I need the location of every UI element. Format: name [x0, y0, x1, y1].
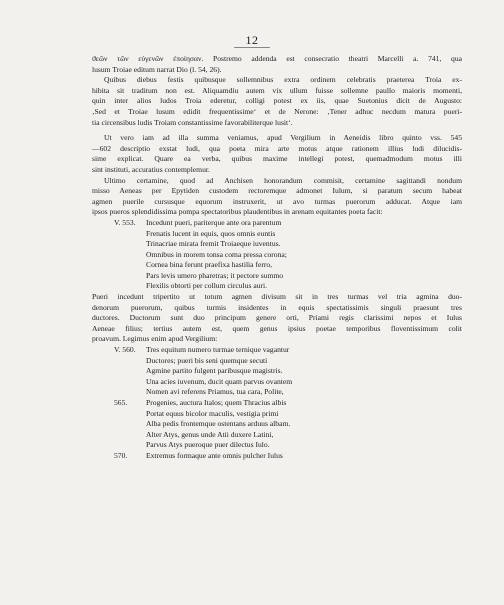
text-line: —602 descriptio exstat ludi, qua poeta mira arte motus atque rationem illius ludi dilucidis- — [92, 143, 462, 153]
verse-line — [92, 377, 462, 388]
page-number: 12 — [245, 33, 259, 47]
text-line: Ut vero iam ad illa summa veniamus, apud Vergilium in Aeneidis libro quinto vss. 545 — [104, 133, 462, 143]
text-line: ipsos pueros splendidissima pompa spectatoribus plaudentibus in arenam equitantes poeta facit: — [92, 207, 383, 217]
text-line: ‚Sed et Troiae lusum edidit frequentissime‘ et de Nerone: ‚Tener adhuc necdum matura pueri- — [92, 106, 462, 116]
paragraph-1 — [92, 54, 462, 128]
verse-line — [92, 356, 462, 367]
verse-text: Agmine partito fulgent paribusque magistris. — [146, 366, 283, 376]
verse-text: Incedunt pueri, pariterque ante ora parentum — [146, 217, 282, 227]
verse-number: V. 553. — [114, 217, 136, 227]
verse-line — [92, 218, 462, 229]
verse-text: Portat equus bicolor maculis, vestigia primi — [146, 408, 279, 418]
paragraph-4 — [92, 292, 462, 345]
verse-text: Omnibus in morem tonsa coma pressa corona; — [146, 249, 287, 259]
body-text — [92, 54, 462, 462]
verse-line — [92, 409, 462, 420]
verse-line — [92, 387, 462, 398]
verse-text: Frenatis lucent in equis, quos omnis euntis — [146, 228, 276, 238]
verse-text: Nomen avi referens Priamus, tua cara, Polite, — [146, 387, 284, 397]
paragraph-3 — [92, 176, 462, 218]
verse-line — [92, 451, 462, 462]
text-line: tia circensibus ludis Troiam constantissime favorabiliterque lusit‘. — [92, 117, 293, 127]
verse-block-1 — [92, 218, 462, 292]
text-line: misso Aeneas per Epytiden custodem rectoremque admonet Iulum, si paratum secum habeat — [92, 186, 462, 196]
verse-line — [92, 430, 462, 441]
verse-line — [92, 229, 462, 240]
text-line: hibita sit traditum non est. Aliquamdiu autem vix ullum fuisse sollemne paullo maioris momenti, — [92, 85, 462, 95]
verse-line — [92, 281, 462, 292]
text-line: quin inter alios ludos Troia ederetur, colligi potest ex iis, quae Suetonius dicit de Augusto: — [92, 96, 462, 106]
verse-line — [92, 345, 462, 356]
page-number-rule — [234, 47, 270, 48]
verse-number: V. 560. — [114, 345, 136, 355]
verse-text: Tres equitum numero turmae ternique vagantur — [146, 345, 290, 355]
verse-number: 565. — [114, 398, 128, 407]
verse-line — [92, 260, 462, 271]
text-line: sime explicat. Quare ea verba, quibus maxime intellegi potest, quemadmodum motus illi — [92, 154, 462, 164]
verse-line — [92, 440, 462, 451]
verse-text: Alba pedis frontemque ostentans arduus albam. — [146, 419, 291, 429]
text-line: Pueri incedunt tripertito ut totum agmen divisum sit in tres turmas vel tria agmina duo- — [92, 292, 462, 302]
verse-text: Progenies, auctura Italos; quem Thracius albis — [146, 398, 287, 407]
verse-line — [92, 419, 462, 430]
verse-line — [92, 398, 462, 409]
text-line: agmen puerile cursusque equorum instruxerit, ut avo turmas puerorum adducat. Atque iam — [92, 196, 462, 206]
verse-text: Extremus formaque ante omnis pulcher Iulus — [146, 450, 283, 460]
verse-text: Trinacriae mirata fremit Troiaeque iuventus. — [146, 239, 281, 249]
verse-text: Pars levis umero pharetras; it pectore summo — [146, 270, 284, 280]
text-line: lusum Troiae editum narrat Dio (l. 54, 26). — [92, 64, 222, 74]
verse-text: Una acies iuvenum, ducit quam parvus ovantem — [146, 376, 293, 386]
text-line: proavum. Legimus enim apud Vergilium: — [92, 334, 218, 344]
verse-text: Parvus Atys pueroque puer dilectus Iulo. — [146, 440, 270, 450]
verse-line — [92, 250, 462, 261]
text-line: Quibus diebus festis quibusque sollemnibus extra ordinem celebratis praeterea Troia ex- — [104, 75, 462, 85]
verse-block-2 — [92, 345, 462, 462]
paragraph-2 — [92, 133, 462, 175]
text-line: ϑεῶν τῶν εὐγενῶν ἐποίησαν. Postremo addenda est consecratio theatri Marcelli a. 741, qua — [92, 54, 462, 63]
verse-line — [92, 366, 462, 377]
verse-line — [92, 271, 462, 282]
text-line: ductores. Ductorum sunt duo principum genere orti, Priami regis clarissimi nepos et Iulus — [92, 313, 462, 323]
text-line: Ultimo certamine, quod ad Anchisen honorandum commisit, certamine sagittandi nondum — [104, 175, 462, 185]
verse-number: 570. — [114, 450, 128, 460]
verse-line — [92, 239, 462, 250]
verse-text: Ductores; pueri bis seni quemque secuti — [146, 355, 268, 365]
verse-text: Alter Atys, genus unde Atii duxere Latini, — [146, 429, 274, 439]
verse-text: Flexilis obtorti per collum circulus auri. — [146, 281, 268, 291]
text-line: sint instituti, accuratius contemplemur. — [92, 164, 210, 174]
verse-text: Cornea bina ferunt praefixa hastilia ferro, — [146, 260, 273, 270]
text-line: Aeneae filius; tertius autem est, quem genus ipsius poetae temporibus floventissimum colit — [92, 323, 462, 333]
text-line: denorum puerorum, quibus turmis insidentes in equis spectatissimis singuli praesunt tres — [92, 302, 462, 312]
